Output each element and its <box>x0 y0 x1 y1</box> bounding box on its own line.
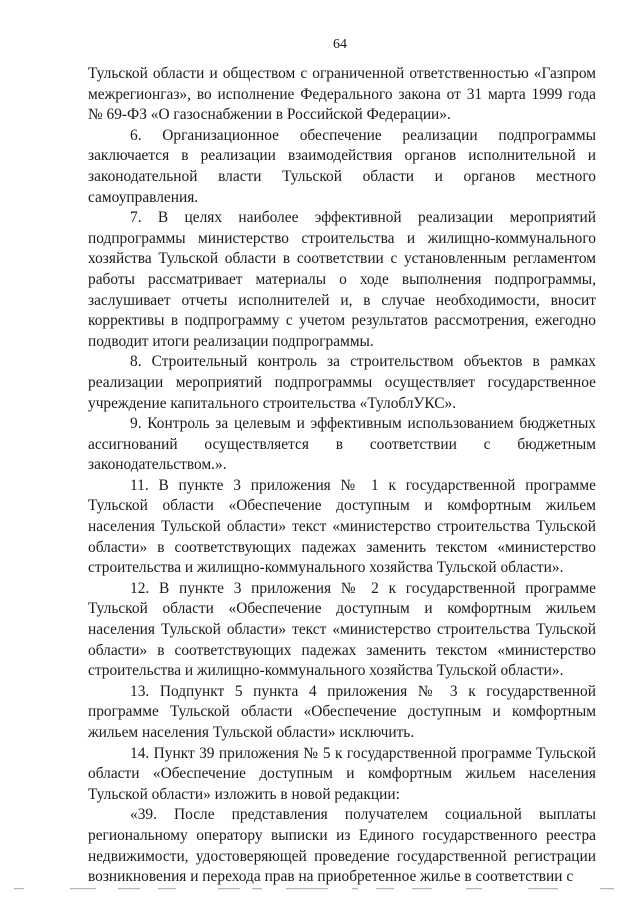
paragraph-continuation: Тульской области и обществом с ограниченной ответственностью «Газпром межрегионгаз», во исполнение Федерального закона от 31 марта 1999 года № 69-ФЗ «О газоснабжении в Российской Федерации». <box>88 65 596 124</box>
document-body <box>88 64 596 888</box>
scan-artifact-strip <box>0 886 640 892</box>
paragraph-item-8: 8. Строительный контроль за строительством объектов в рамках реализации мероприятий подпрограммы осуществляет государственное учреждение капитального строительства «ТулоблУКС». <box>88 353 596 412</box>
paragraph-item-14: 14. Пункт 39 приложения № 5 к государственной программе Тульской области «Обеспечение доступным и комфортным жильем населения Тульской области» изложить в новой редакции: <box>88 744 596 803</box>
paragraph-item-9: 9. Контроль за целевым и эффективным использованием бюджетных ассигнований осуществляется в соответствии с бюджетным законодательством.». <box>88 415 596 474</box>
paragraph-item-7: 7. В целях наиболее эффективной реализации мероприятий подпрограммы министерство строительства и жилищно-коммунального хозяйства Тульской области в соответствии с установленным регламентом работы рассматривает материалы о ходе выполнения подпрограммы, заслушивает отчеты исполнителей и, в случае необходимости, вносит коррективы в подпрограмму с учетом результатов рассмотрения, ежегодно подводит итоги реализации подпрограммы. <box>88 209 596 350</box>
paragraph-item-11: 11. В пункте 3 приложения № 1 к государственной программе Тульской области «Обеспечение доступным и комфортным жильем населения Тульской области» текст «министерство строительства Тульской области» в соответствующих падежах заменить текстом «министерство строительства и жилищно-коммунального хозяйства Тульской области». <box>88 476 596 577</box>
page-number: 64 <box>333 37 347 52</box>
paragraph-item-6: 6. Организационное обеспечение реализации подпрограммы заключается в реализации взаимодействия органов исполнительной и законодательной власти Тульской области и органов местного самоуправления. <box>88 126 596 206</box>
paragraph-item-39-quote: «39. После представления получателем социальной выплаты региональному оператору выписки из Единого государственного реестра недвижимости, удостоверяющей проведение государственной регистрации возникновения и перехода прав на приобретенное жилье в соответствии с <box>88 806 596 886</box>
paragraph-item-12: 12. В пункте 3 приложения № 2 к государственной программе Тульской области «Обеспечение доступным и комфортным жильем населения Тульской области» текст «министерство строительства Тульской области» в соответствующих падежах заменить текстом «министерство строительства и жилищно-коммунального хозяйства Тульской области». <box>88 579 596 680</box>
paragraph-item-13: 13. Подпункт 5 пункта 4 приложения № 3 к государственной программе Тульской области «Обеспечение доступным и комфортным жильем населения Тульской области» исключить. <box>88 682 596 741</box>
